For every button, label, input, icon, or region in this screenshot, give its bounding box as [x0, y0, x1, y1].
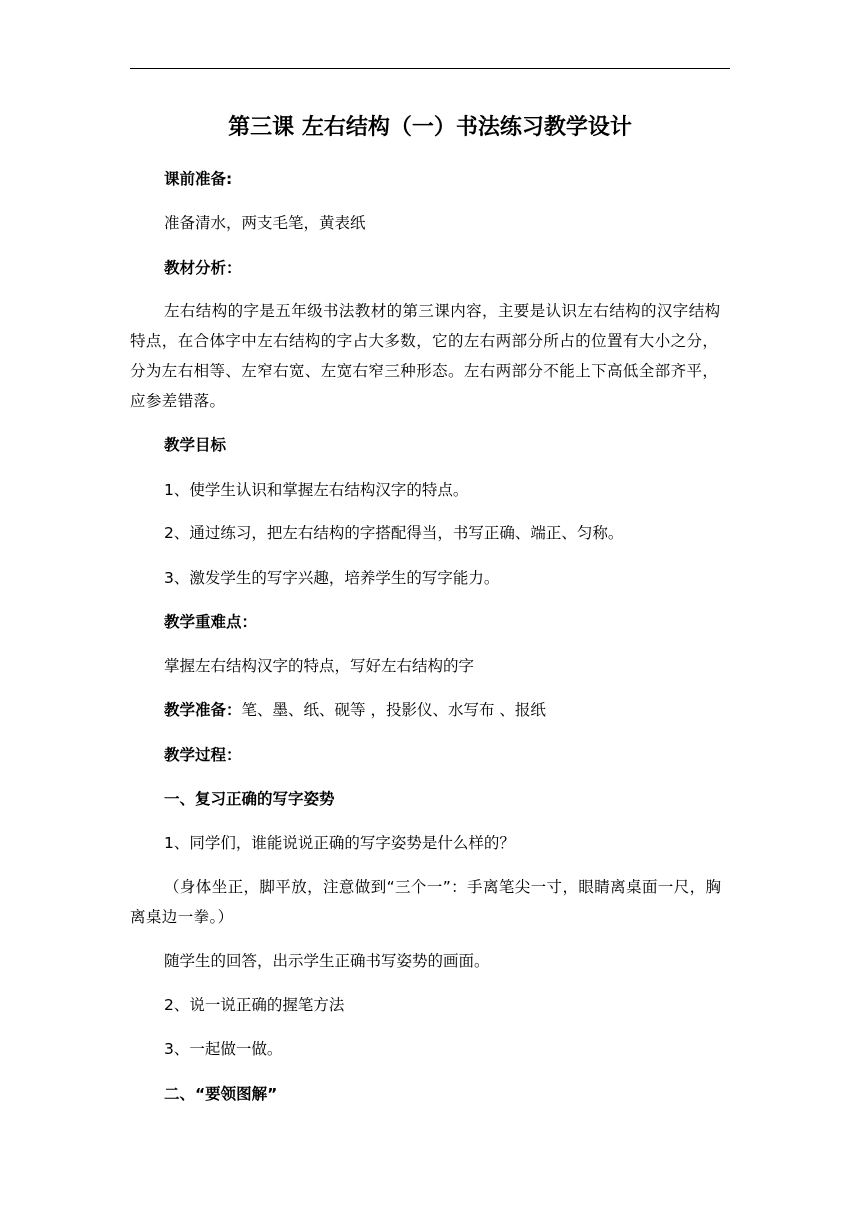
goal-item: 1、使学生认识和掌握左右结构汉字的特点。 [164, 481, 469, 499]
step-item: 2、说一说正确的握笔方法 [164, 996, 345, 1014]
difficulty-heading: 教学重难点： [164, 613, 258, 631]
prep-heading: 课前准备: [164, 170, 233, 188]
process-heading: 教学过程： [164, 746, 242, 764]
materials-text: 笔、墨、纸、砚等 ，投影仪、水写布 、报纸 [241, 701, 546, 719]
materials-line [130, 695, 730, 725]
materials-label: 教学准备： [164, 701, 242, 719]
analysis-paragraph: 左右结构的字是五年级书法教材的第三课内容，主要是认识左右结构的汉字结构特点，在合体字中左右结构的字占大多数，它的左右两部分所占的位置有大小之分，分为左右相等、左窄右宽、左宽右窄三种形态。左右两部分不能上下高低全部齐平，应参差错落。 [130, 302, 721, 410]
analysis-heading: 教材分析： [164, 259, 242, 277]
header-rule [130, 68, 730, 69]
goal-item: 2、通过练习，把左右结构的字搭配得当，书写正确、端正、匀称。 [164, 524, 624, 542]
section-heading: 一、复习正确的写字姿势 [164, 790, 335, 808]
section-heading: 二、“要领图解” [164, 1085, 278, 1103]
step-answer: （身体坐正，脚平放，注意做到“三个一”：手离笔尖一寸，眼睛离桌面一尺，胸离桌边一拳。） [130, 878, 722, 926]
difficulty-text: 掌握左右结构汉字的特点，写好左右结构的字 [164, 657, 475, 675]
goal-item: 3、激发学生的写字兴趣，培养学生的写字能力。 [164, 569, 500, 587]
step-item: 3、一起做一做。 [164, 1040, 283, 1058]
goals-heading: 教学目标 [164, 436, 227, 454]
step-note: 随学生的回答，出示学生正确书写姿势的画面。 [164, 952, 490, 970]
step-item: 1、同学们，谁能说说正确的写字姿势是什么样的？ [164, 834, 515, 852]
document-title: 第三课 左右结构（一）书法练习教学设计 [228, 115, 632, 140]
prep-text: 准备清水，两支毛笔，黄表纸 [164, 214, 366, 232]
